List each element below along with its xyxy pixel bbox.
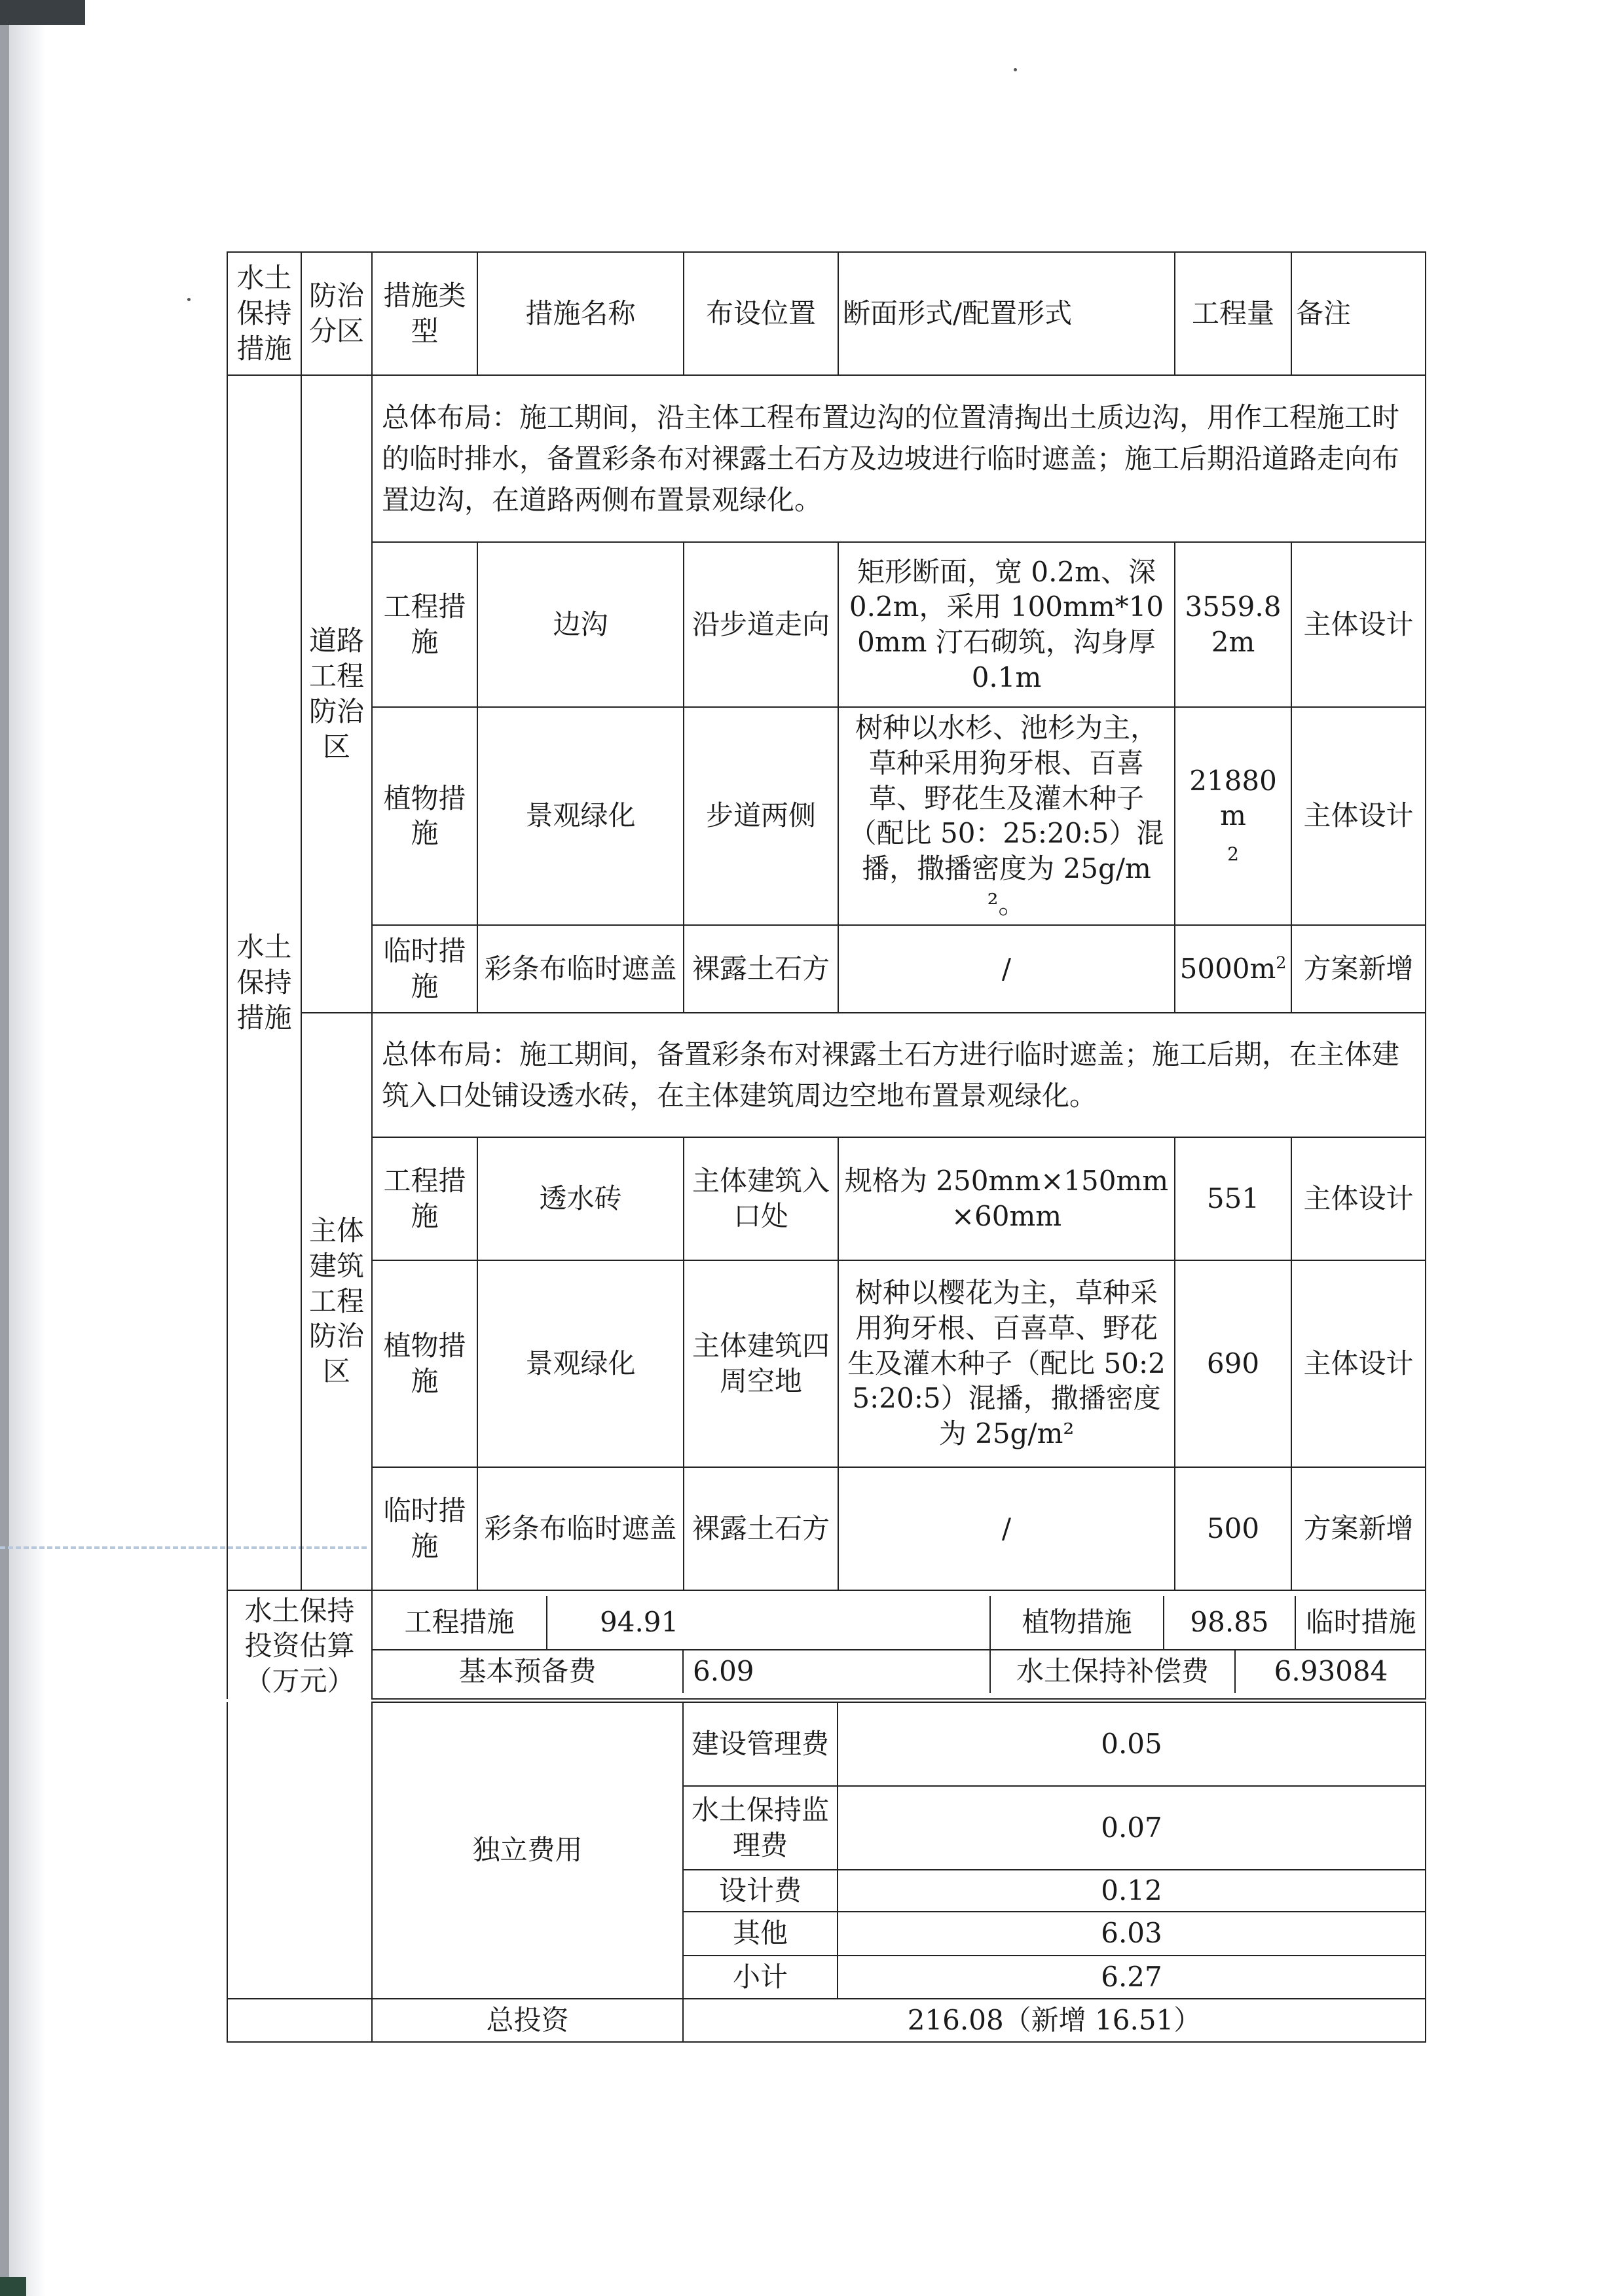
measures-table (227, 251, 1426, 1700)
total-label: 总投资 (372, 1999, 683, 2042)
measure-type: 工程措施 (372, 1137, 477, 1260)
header-row (227, 252, 1426, 375)
header-type: 措施类型 (372, 252, 477, 375)
measure-quantity: 551 (1175, 1137, 1291, 1260)
measure-note: 方案新增 (1291, 925, 1426, 1013)
investment-table (373, 1596, 1426, 1693)
independent-item-label: 其他 (683, 1912, 838, 1956)
investment-label-continued (227, 1999, 372, 2042)
independent-item-value: 6.03 (838, 1912, 1426, 1956)
header-zone: 防治分区 (301, 252, 372, 375)
scan-speck (1014, 68, 1017, 71)
measure-type: 临时措施 (372, 925, 477, 1013)
measure-quantity (1175, 925, 1291, 1013)
measure-note: 主体设计 (1291, 1260, 1426, 1467)
table-row (373, 1596, 1426, 1650)
temporary-label-text: 临时措施 (1306, 1606, 1416, 1639)
section-label: 水土保持措施 (227, 375, 301, 1590)
investment-label-continued (227, 1702, 372, 1999)
plant-label: 植物措施 (990, 1596, 1164, 1650)
investment-row (227, 1590, 1426, 1699)
measure-note: 主体设计 (1291, 1137, 1426, 1260)
building-layout-row (227, 1013, 1426, 1137)
measure-form: 树种以水杉、池杉为主，草种采用狗牙根、百喜草、野花生及灌木种子（配比 50：25:20:5）混播，撒播密度为 25g/m²。 (838, 707, 1175, 925)
measure-form: 矩形断面，宽 0.2m、深 0.2m，采用 100mm*100mm 汀石砌筑，沟身厚 0.1m (838, 542, 1175, 707)
independent-cost-table (227, 1702, 1426, 2043)
measure-name: 景观绿化 (477, 1260, 684, 1467)
quantity-unit-exponent: 2 (1227, 843, 1239, 866)
measure-type: 临时措施 (372, 1467, 477, 1590)
measure-location: 步道两侧 (684, 707, 838, 925)
measure-note: 主体设计 (1291, 542, 1426, 707)
quantity-value: 5000m (1179, 952, 1276, 985)
plant-value: 98.85 (1164, 1596, 1295, 1650)
header-name: 措施名称 (477, 252, 684, 375)
measure-quantity: 690 (1175, 1260, 1291, 1467)
table-row (227, 1260, 1426, 1467)
measure-name: 边沟 (477, 542, 684, 707)
scan-bottom-mark (0, 2277, 26, 2296)
measure-location: 沿步道走向 (684, 542, 838, 707)
reserve-label: 基本预备费 (373, 1650, 683, 1693)
header-location: 布设位置 (684, 252, 838, 375)
total-row (227, 1999, 1426, 2042)
investment-cell (372, 1590, 1426, 1699)
independent-item-label: 小计 (683, 1956, 838, 1999)
measure-location: 裸露土石方 (684, 925, 838, 1013)
total-value: 216.08（新增 16.51） (683, 1999, 1426, 2042)
header-form: 断面形式/配置形式 (838, 252, 1175, 375)
measure-name: 透水砖 (477, 1137, 684, 1260)
measure-name: 景观绿化 (477, 707, 684, 925)
zone-road: 道路工程防治区 (301, 375, 372, 1013)
measure-location: 主体建筑入口处 (684, 1137, 838, 1260)
zone-building: 主体建筑工程防治区 (301, 1013, 372, 1590)
measure-form: 规格为 250mm×150mm×60mm (838, 1137, 1175, 1260)
independent-item-label: 设计费 (683, 1870, 838, 1912)
measure-location: 主体建筑四周空地 (684, 1260, 838, 1467)
measure-form: / (838, 1467, 1175, 1590)
road-layout: 总体布局：施工期间，沿主体工程布置边沟的位置清掏出土质边沟，用作工程施工时的临时排水，备置彩条布对裸露土石方及边坡进行临时遮盖；施工后期沿道路走向布置边沟，在道路两侧布置景观绿化。 (372, 375, 1426, 542)
measure-form: 树种以樱花为主，草种采用狗牙根、百喜草、野花生及灌木种子（配比 50:25:20:5）混播，撒播密度为 25g/m² (838, 1260, 1175, 1467)
header-note: 备注 (1291, 252, 1426, 375)
reserve-value: 6.09 (683, 1650, 990, 1693)
quantity-value: 3559.82m (1185, 591, 1282, 658)
independent-item-label: 水土保持监理费 (683, 1786, 838, 1870)
table-row (227, 1467, 1426, 1590)
table-row (227, 542, 1426, 707)
scan-speck (187, 298, 191, 301)
independent-item-value: 6.27 (838, 1956, 1426, 1999)
scan-binding-edge (0, 0, 9, 2296)
measure-note: 主体设计 (1291, 707, 1426, 925)
measure-type: 植物措施 (372, 707, 477, 925)
measure-quantity: 500 (1175, 1467, 1291, 1590)
measure-form: / (838, 925, 1175, 1013)
table-row (227, 1702, 1426, 1786)
quantity-value: 21880m (1189, 764, 1277, 832)
measure-type: 植物措施 (372, 1260, 477, 1467)
measure-quantity (1175, 542, 1291, 707)
temporary-label (1295, 1596, 1426, 1650)
independent-item-value: 0.12 (838, 1870, 1426, 1912)
measure-name: 彩条布临时遮盖 (477, 925, 684, 1013)
independent-label: 独立费用 (372, 1702, 683, 1999)
measure-quantity (1175, 707, 1291, 925)
independent-item-value: 0.07 (838, 1786, 1426, 1870)
header-measures: 水土保持措施 (227, 252, 301, 375)
quantity-unit-exponent: 2 (1276, 953, 1287, 972)
header-quantity: 工程量 (1175, 252, 1291, 375)
table-row (227, 925, 1426, 1013)
compensation-label: 水土保持补偿费 (990, 1650, 1235, 1693)
measure-location: 裸露土石方 (684, 1467, 838, 1590)
measure-note: 方案新增 (1291, 1467, 1426, 1590)
engineering-label: 工程措施 (373, 1596, 547, 1650)
measure-type: 工程措施 (372, 542, 477, 707)
table-row (227, 707, 1426, 925)
measure-name: 彩条布临时遮盖 (477, 1467, 684, 1590)
scan-corner-mark (0, 0, 85, 25)
table-row (227, 1137, 1426, 1260)
independent-item-label: 建设管理费 (683, 1702, 838, 1786)
compensation-value: 6.93084 (1235, 1650, 1426, 1693)
investment-label: 水土保持投资估算（万元） (227, 1590, 372, 1699)
building-layout: 总体布局：施工期间，备置彩条布对裸露土石方进行临时遮盖；施工后期，在主体建筑入口处铺设透水砖，在主体建筑周边空地布置景观绿化。 (372, 1013, 1426, 1137)
table-row (373, 1650, 1426, 1693)
engineering-value: 94.91 (547, 1596, 990, 1650)
independent-item-value: 0.05 (838, 1702, 1426, 1786)
road-layout-row (227, 375, 1426, 542)
